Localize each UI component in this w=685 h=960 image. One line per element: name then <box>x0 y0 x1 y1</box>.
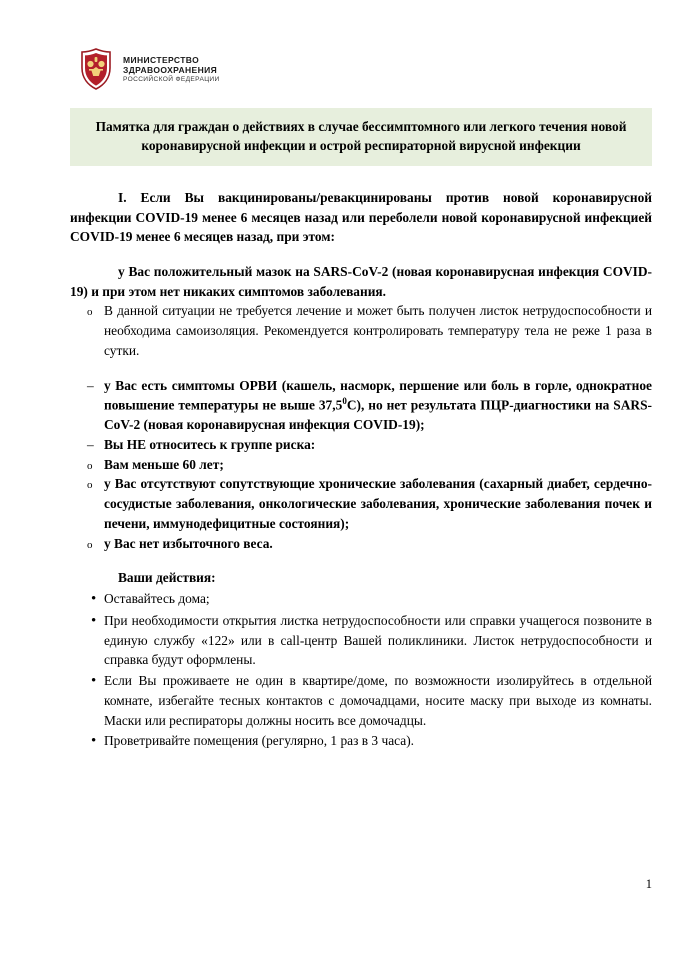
list-item <box>70 474 652 533</box>
page-title: Памятка для граждан о действиях в случае бессимптомного или легкого течения новой коронавирусной инфекции и острой респираторной вирусной инфекции <box>95 119 627 154</box>
case1-item-text: В данной ситуации не требуется лечение и может быть получен листок нетрудоспособности и необходима самоизоляция. Рекомендуется контролировать температуру тела не реже 1 раза в сутки. <box>104 303 652 358</box>
bullet-marker-icon: • <box>91 673 97 690</box>
list-item <box>70 435 652 455</box>
list-item <box>70 610 652 670</box>
ministry-line-1: МИНИСТЕРСТВО <box>123 54 200 65</box>
action-text: При необходимости открытия листка нетрудоспособности или справки учащегося позвоните в единую службу «122» или в call-центр Вашей поликлиники. Листок нетрудоспособности и справка будут оформлены. <box>104 613 652 668</box>
dash-marker-icon: – <box>87 437 94 453</box>
case2-title-part-a: у Вас есть симптомы ОРВИ (кашель, насморк, першение или боль в горле, однократное повышение температуры не выше 37,5 <box>104 377 652 413</box>
degree-superscript: 0 <box>342 396 347 407</box>
bullet-marker-icon: • <box>91 733 97 750</box>
document-body <box>70 188 652 752</box>
action-text: Проветривайте помещения (регулярно, 1 раз в 3 часа). <box>104 733 414 749</box>
list-item <box>70 376 652 436</box>
criteria-text: у Вас нет избыточного веса. <box>104 535 273 551</box>
list-item <box>70 534 652 554</box>
russian-coat-of-arms-icon <box>78 48 114 90</box>
criteria-text: у Вас отсутствуют сопутствующие хронические заболевания (сахарный диабет, сердечно-сосудистые заболевания, онкологические заболевания, хронические заболевания почек и печени, иммунодефицитные состояния); <box>104 476 652 531</box>
circle-marker-icon: o <box>87 479 93 492</box>
page-number: 1 <box>645 877 652 891</box>
list-item <box>70 670 652 730</box>
ministry-line-2: ЗДРАВООХРАНЕНИЯ <box>123 64 218 75</box>
list-item <box>70 455 652 475</box>
criteria-text: Вам меньше 60 лет; <box>104 456 224 472</box>
case1-title: у Вас положительный мазок на SARS-CoV-2 (новая коронавирусная инфекция COVID-19) и при этом нет никаких симптомов заболевания. <box>70 263 652 299</box>
criteria-text: Вы НЕ относитесь к группе риска: <box>104 437 316 453</box>
dash-marker-icon: – <box>87 377 94 393</box>
actions-title: Ваши действия: <box>118 570 216 586</box>
circle-marker-icon: o <box>87 459 93 472</box>
circle-marker-icon: o <box>87 306 93 319</box>
list-item <box>70 588 652 610</box>
document-title-band <box>70 108 652 166</box>
case2-title-part-b: С), но нет результата ПЦР-диагностики на SARS-CoV-2 (новая коронавирусная инфекция COVID-19); <box>104 397 653 433</box>
letterhead <box>78 48 652 90</box>
circle-marker-icon: o <box>87 538 93 551</box>
list-item <box>70 730 652 752</box>
bullet-marker-icon: • <box>91 591 97 607</box>
list-item <box>70 301 652 360</box>
ministry-name <box>123 55 220 84</box>
intro-paragraph: I. Если Вы вакцинированы/ревакцинированы против новой коронавирусной инфекции COVID-19 менее 6 месяцев назад или переболели новой коронавирусной инфекцией COVID-19 менее 6 месяцев назад, при этом: <box>70 189 652 245</box>
action-text: Если Вы проживаете не один в квартире/доме, по возможности изолируйтесь в отдельной комнате, избегайте тесных контактов с домочадцами, носите маску при выходе из комнаты. Маски или респираторы должны носить все домочадцы. <box>104 673 652 728</box>
action-text: Оставайтесь дома; <box>104 591 210 606</box>
case2-title <box>104 376 652 436</box>
bullet-marker-icon: • <box>91 613 97 630</box>
ministry-line-3: РОССИЙСКОЙ ФЕДЕРАЦИИ <box>123 75 220 83</box>
